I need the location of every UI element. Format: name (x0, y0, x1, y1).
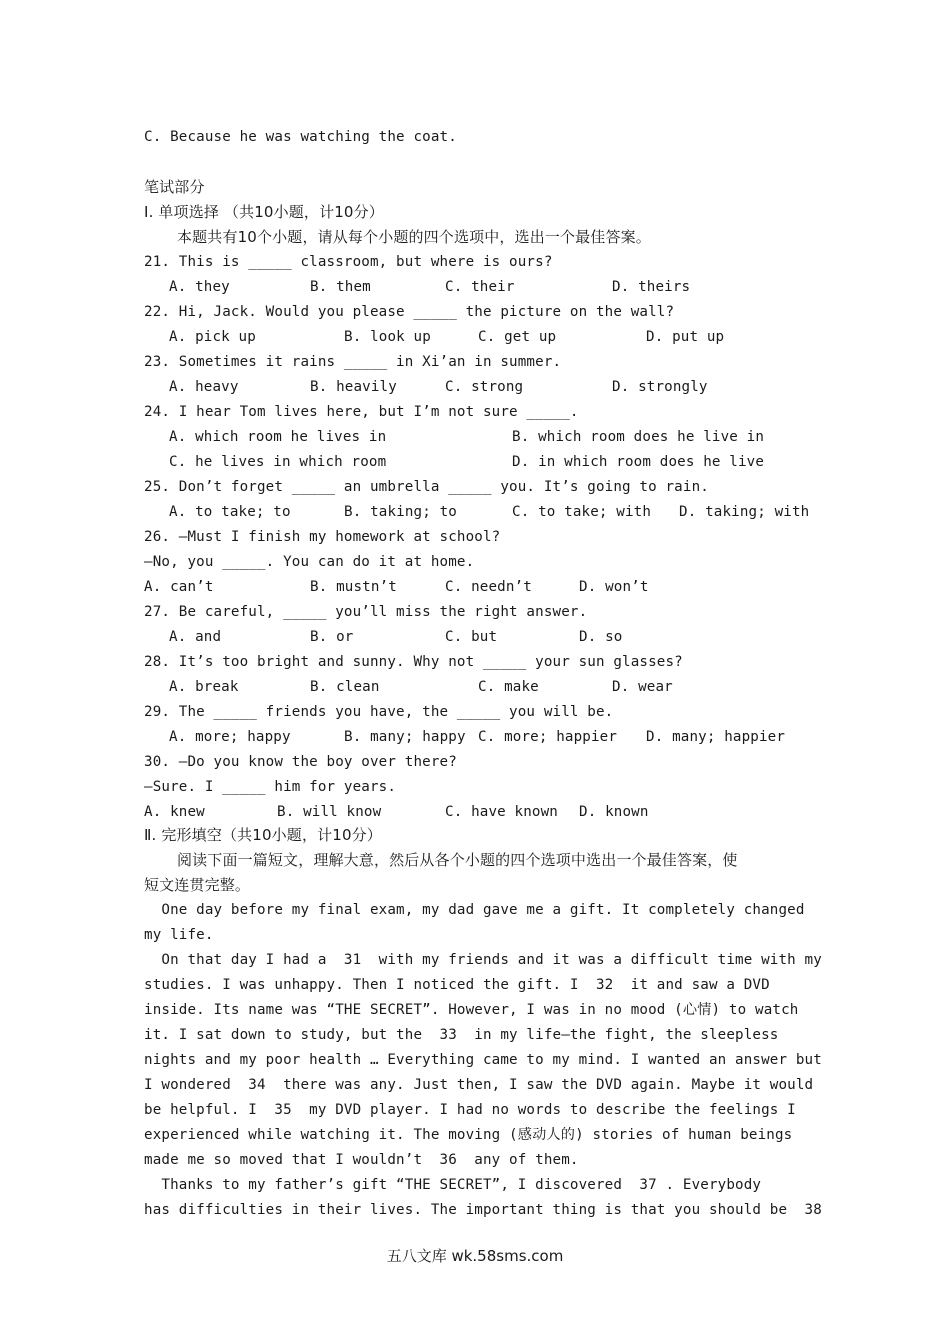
passage-line: my life. (144, 927, 214, 943)
option-c: C. strong (445, 379, 524, 395)
option-b: B. them (310, 279, 371, 295)
passage-line: be helpful. I 35 my DVD player. I had no words to describe the feelings I (144, 1102, 796, 1118)
question-30-reply: —Sure. I _____ him for years. (144, 779, 397, 795)
part1-instruction: 本题共有10个小题，请从每个小题的四个选项中，选出一个最佳答案。 (177, 228, 651, 246)
part2-instruction-line1: 阅读下面一篇短文，理解大意，然后从各个小题的四个选项中选出一个最佳答案，使 (177, 851, 738, 869)
option-a: A. to take; to (169, 504, 291, 520)
option-d: D. won’t (579, 579, 649, 595)
option-d: D. so (579, 629, 623, 645)
question-28-stem: 28. It’s too bright and sunny. Why not _____ your sun glasses? (144, 654, 683, 670)
part2-instruction-line2: 短文连贯完整。 (144, 876, 251, 894)
question-22-stem: 22. Hi, Jack. Would you please _____ the picture on the wall? (144, 304, 675, 320)
option-b: B. which room does he live in (512, 429, 765, 445)
passage-line: One day before my final exam, my dad gave me a gift. It completely changed (144, 902, 805, 918)
option-c: C. he lives in which room (169, 454, 387, 470)
option-c: C. their (445, 279, 515, 295)
question-27-stem: 27. Be careful, _____ you’ll miss the right answer. (144, 604, 588, 620)
option-a: A. more; happy (169, 729, 291, 745)
question-24-stem: 24. I hear Tom lives here, but I’m not sure _____. (144, 404, 579, 420)
option-a: A. and (169, 629, 222, 645)
passage-line: made me so moved that I wouldn’t 36 any of them. (144, 1152, 579, 1168)
passage-line: experienced while watching it. The moving (感动人的) stories of human beings (144, 1127, 793, 1143)
part2-heading: Ⅱ. 完形填空（共10小题，计10分） (144, 826, 382, 844)
option-b: B. taking; to (344, 504, 457, 520)
option-b: B. heavily (310, 379, 397, 395)
passage-line: I wondered 34 there was any. Just then, I saw the DVD again. Maybe it would (144, 1077, 814, 1093)
option-b: B. look up (344, 329, 431, 345)
passage-line: Thanks to my father’s gift “THE SECRET”, I discovered 37 . Everybody (144, 1177, 762, 1193)
option-c: C. more; happier (478, 729, 618, 745)
option-a: A. pick up (169, 329, 256, 345)
option-b: B. clean (310, 679, 380, 695)
option-b: B. will know (277, 804, 382, 820)
question-23-stem: 23. Sometimes it rains _____ in Xi’an in summer. (144, 354, 562, 370)
option-d: D. known (579, 804, 649, 820)
option-c: C. but (445, 629, 498, 645)
option-a: A. heavy (169, 379, 239, 395)
part1-heading: Ⅰ. 单项选择 （共10小题，计10分） (144, 203, 384, 221)
passage-line: studies. I was unhappy. Then I noticed the gift. I 32 it and saw a DVD (144, 977, 770, 993)
question-21-stem: 21. This is _____ classroom, but where is ours? (144, 254, 553, 270)
question-25-stem: 25. Don’t forget _____ an umbrella _____ you. It’s going to rain. (144, 479, 709, 495)
option-d: D. theirs (612, 279, 691, 295)
section-title: 笔试部分 (144, 178, 205, 196)
option-c: C. needn’t (445, 579, 532, 595)
option-d: D. many; happier (646, 729, 786, 745)
option-a: A. can’t (144, 579, 214, 595)
option-a: A. knew (144, 804, 205, 820)
passage-line: it. I sat down to study, but the 33 in my life—the fight, the sleepless (144, 1027, 779, 1043)
option-b: B. mustn’t (310, 579, 397, 595)
prev-question-option-c: C. Because he was watching the coat. (144, 129, 457, 145)
option-d: D. put up (646, 329, 725, 345)
question-30-stem: 30. —Do you know the boy over there? (144, 754, 457, 770)
option-c: C. get up (478, 329, 557, 345)
option-d: D. in which room does he live (512, 454, 765, 470)
passage-line: has difficulties in their lives. The important thing is that you should be 38 (144, 1202, 822, 1218)
footer-watermark: 五八文库 wk.58sms.com (386, 1247, 564, 1265)
option-b: B. or (310, 629, 354, 645)
option-d: D. wear (612, 679, 673, 695)
question-26-reply: —No, you _____. You can do it at home. (144, 554, 475, 570)
option-a: A. break (169, 679, 239, 695)
option-a: A. which room he lives in (169, 429, 387, 445)
passage-line: inside. Its name was “THE SECRET”. However, I was in no mood (心情) to watch (144, 1002, 799, 1018)
passage-line: nights and my poor health … Everything came to my mind. I wanted an answer but (144, 1052, 822, 1068)
option-d: D. taking; with (679, 504, 810, 520)
question-26-stem: 26. —Must I finish my homework at school? (144, 529, 501, 545)
option-d: D. strongly (612, 379, 708, 395)
option-a: A. they (169, 279, 230, 295)
passage-line: On that day I had a 31 with my friends and it was a difficult time with my (144, 952, 822, 968)
option-c: C. make (478, 679, 539, 695)
option-c: C. to take; with (512, 504, 652, 520)
question-29-stem: 29. The _____ friends you have, the _____ you will be. (144, 704, 614, 720)
option-b: B. many; happy (344, 729, 466, 745)
option-c: C. have known (445, 804, 558, 820)
